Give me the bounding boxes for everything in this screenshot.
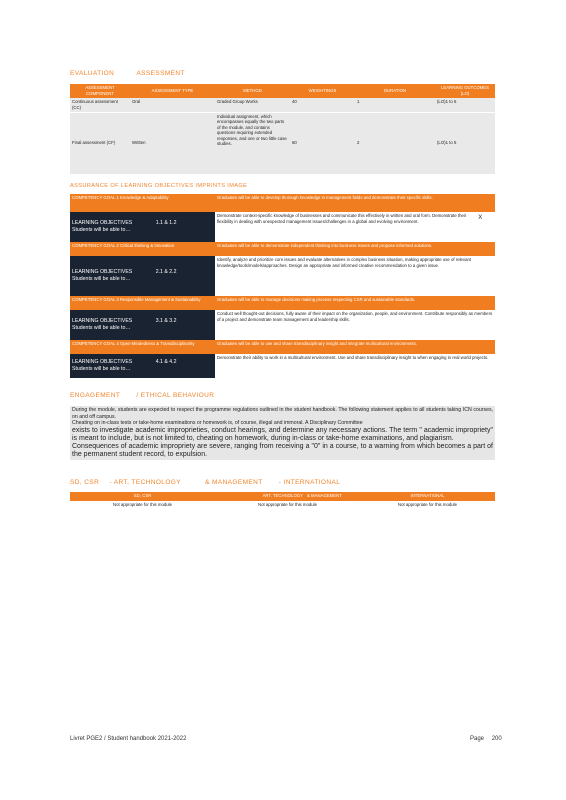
engagement-paragraph: exists to investigate academic improprieties, conduct hearings, and determine any necessary actions. The term " academic impropriety" is meant to include, but is not limited to, cheating on homework, during in-class or take-home examinations, and plagiarism.	[72, 426, 493, 442]
competency-goal-label: COMPETENCY GOAL 1 Knowledge & Adaptability	[70, 194, 215, 212]
learning-objective-row	[70, 310, 495, 340]
footer-page-label: Page	[470, 736, 485, 742]
engagement-paragraph: During the module, students are expected to respect the programme regulations outlined in the student handbook. The following statement applies to all students taking ICN courses, on and off campus.	[72, 407, 493, 420]
competency-goal-row	[70, 194, 495, 212]
lo-subtitle: Students will be able to…	[72, 366, 131, 372]
cell-type: Oral	[130, 98, 215, 112]
table-row	[70, 112, 495, 174]
engagement-heading-a: ENGAGEMENT	[70, 392, 121, 399]
assessment-header-row	[70, 84, 495, 98]
cell-outcomes: (LO)1 to 5	[435, 112, 495, 174]
col-method: METHOD	[215, 84, 290, 98]
sdcsr-header-row	[70, 492, 495, 501]
footer-page	[470, 736, 502, 742]
sd-csr-value: Not appropriate for this module	[113, 502, 172, 507]
col-duration: DURATION	[355, 84, 435, 98]
learning-objective-cell	[70, 354, 215, 378]
sdcsr-heading-a: SD, CSR	[70, 479, 100, 486]
competency-goal-label: COMPETENCY GOAL 2 Critical thinking & Innovation	[70, 242, 215, 256]
engagement-paragraph: Consequences of academic impropriety are severe, ranging from receiving a "0" in a course, to a warning from which becomes a part of the permanent student record, to expulsion.	[72, 442, 493, 458]
col-weightings: WEIGHTINGS	[290, 84, 355, 98]
sdcsr-heading-d: - INTERNATIONAL	[278, 479, 341, 486]
lo-subtitle: Students will be able to…	[72, 227, 131, 233]
col-sd-csr: SD, CSR	[70, 492, 215, 501]
learning-objective-cell	[70, 310, 215, 340]
cell-component: Final assessment (CF)	[70, 112, 130, 174]
assessment-table	[70, 84, 495, 175]
lo-text: Identify, analyze and prioritize core issues and evaluate alternatives in complex business situation, making appropriate use of relevant knowledge/tools/models/approaches. Design an appropriate and informed creative recommendation to a given issue.	[215, 256, 495, 296]
lo-title: LEARNING OBJECTIVES	[72, 318, 133, 324]
lo-number: 4.1 & 4.2	[155, 359, 177, 365]
sdcsr-value-row	[70, 501, 495, 511]
competency-goal-text: Graduates will be able to demonstrate independent thinking into business issues and propose informed solutions.	[215, 242, 495, 256]
engagement-paragraph: Cheating on in-class tests or take-home examinations or homework is, of course, illegal and immoral. A Disciplinary Committee	[72, 420, 363, 427]
assurance-heading: ASSURANCE OF LEARNING OBJECTIVES IMPRINTS IMAGE	[70, 183, 248, 189]
lo-title: LEARNING OBJECTIVES	[72, 269, 133, 275]
lo-text: Demonstrate context-specific knowledge of businesses and communicate this effectively in written and oral form. Demonstrate their flexibility in dealing with unexpected management issues/challenges in a global and evolving environment.	[217, 213, 467, 224]
cell-method: Graded Group Works	[215, 98, 290, 112]
sdcsr-heading-b: - ART, TECHNOLOGY	[109, 479, 181, 486]
lo-number: 1.1 & 1.2	[155, 220, 177, 226]
footer-page-number: 200	[491, 736, 502, 742]
col-learning-outcomes: LEARNING OUTCOMES (LO)	[435, 84, 495, 98]
competency-goal-row	[70, 242, 495, 256]
col-assessment-type: ASSESSMENT TYPE	[130, 84, 215, 98]
sdcsr-heading-c: & MANAGEMENT	[205, 479, 263, 486]
col-art-technology: ART, TECHNOLOGY	[215, 492, 305, 501]
competency-goal-text: Graduates will be able to manage decisions making process respecting CSR and sustainable standards.	[215, 296, 495, 310]
table-row	[70, 98, 495, 112]
lo-text: Conduct well thought-out decisions, fully aware of their impact on the organization, people, and environment. Contribute responsibly as members of a project and demonstrate team management and leadership skills.	[215, 310, 495, 340]
footer-left: Livret PGE2 / Student handbook 2021-2022	[70, 736, 187, 742]
international-value: Not appropriate for this module	[398, 502, 457, 507]
competency-goal-text: Graduates will be able to use and share transdisciplinary insight and integrate multicultural environments.	[215, 340, 495, 354]
col-management: & MANAGEMENT	[305, 492, 360, 501]
competency-goal-label: COMPETENCY GOAL 3 Responsible Management & Sustainability	[70, 296, 215, 310]
competency-goal-row	[70, 340, 495, 354]
learning-objective-row	[70, 256, 495, 296]
competency-goal-row	[70, 296, 495, 310]
sdcsr-heading	[70, 479, 340, 486]
cell-component: Continuous assessment (CC)	[70, 98, 130, 112]
lo-number: 3.1 & 3.2	[155, 318, 177, 324]
lo-subtitle: Students will be able to…	[72, 276, 131, 282]
engagement-text-block	[70, 406, 495, 460]
lo-number: 2.1 & 2.2	[155, 269, 177, 275]
lo-text: Demonstrate their ability to work in a multicultural environment. Use and share transdisciplinary insight to when engaging in real world projects.	[215, 354, 495, 378]
learning-objective-row	[70, 354, 495, 378]
evaluation-heading-a: EVALUATION	[70, 70, 115, 77]
engagement-heading-b: / ETHICAL BEHAVIOUR	[136, 392, 215, 399]
lo-title: LEARNING OBJECTIVES	[72, 359, 133, 365]
cell-duration: 1	[355, 98, 435, 112]
lo-mark: X	[478, 215, 483, 221]
learning-objective-cell	[70, 212, 215, 242]
cell-weighting: 60	[290, 112, 355, 174]
lo-text-cell	[215, 212, 495, 242]
cell-duration: 2	[355, 112, 435, 174]
competency-goal-label: COMPETENCY GOAL 4 Open-Mindedness & Transdisciplinarity	[70, 340, 215, 354]
engagement-heading	[70, 392, 214, 399]
lo-subtitle: Students will be able to…	[72, 325, 131, 331]
learning-objective-row	[70, 212, 495, 242]
assurance-table	[70, 194, 495, 378]
cell-weighting: 40	[290, 98, 355, 112]
lo-title: LEARNING OBJECTIVES	[72, 220, 133, 226]
cell-method: Individual assignment, which encompasses equally the two parts of the module, and contains questions requiring extended responses, and one or two little case studies.	[215, 112, 290, 174]
sdcsr-table	[70, 492, 495, 511]
col-international: INTERNATIONAL	[360, 492, 495, 501]
evaluation-heading-b: ASSESSMENT	[136, 70, 185, 77]
learning-objective-cell	[70, 256, 215, 296]
art-technology-value: Not appropriate for this module	[258, 502, 317, 507]
competency-goal-text: Graduates will be able to develop thorough knowledge in management fields and demonstrate their specific skills.	[215, 194, 495, 212]
cell-outcomes: (LO)1 to 5	[435, 98, 495, 112]
cell-type: Written	[130, 112, 215, 174]
col-assessment-component: ASSESSMENT COMPONENT	[70, 84, 130, 98]
evaluation-heading	[70, 70, 185, 77]
